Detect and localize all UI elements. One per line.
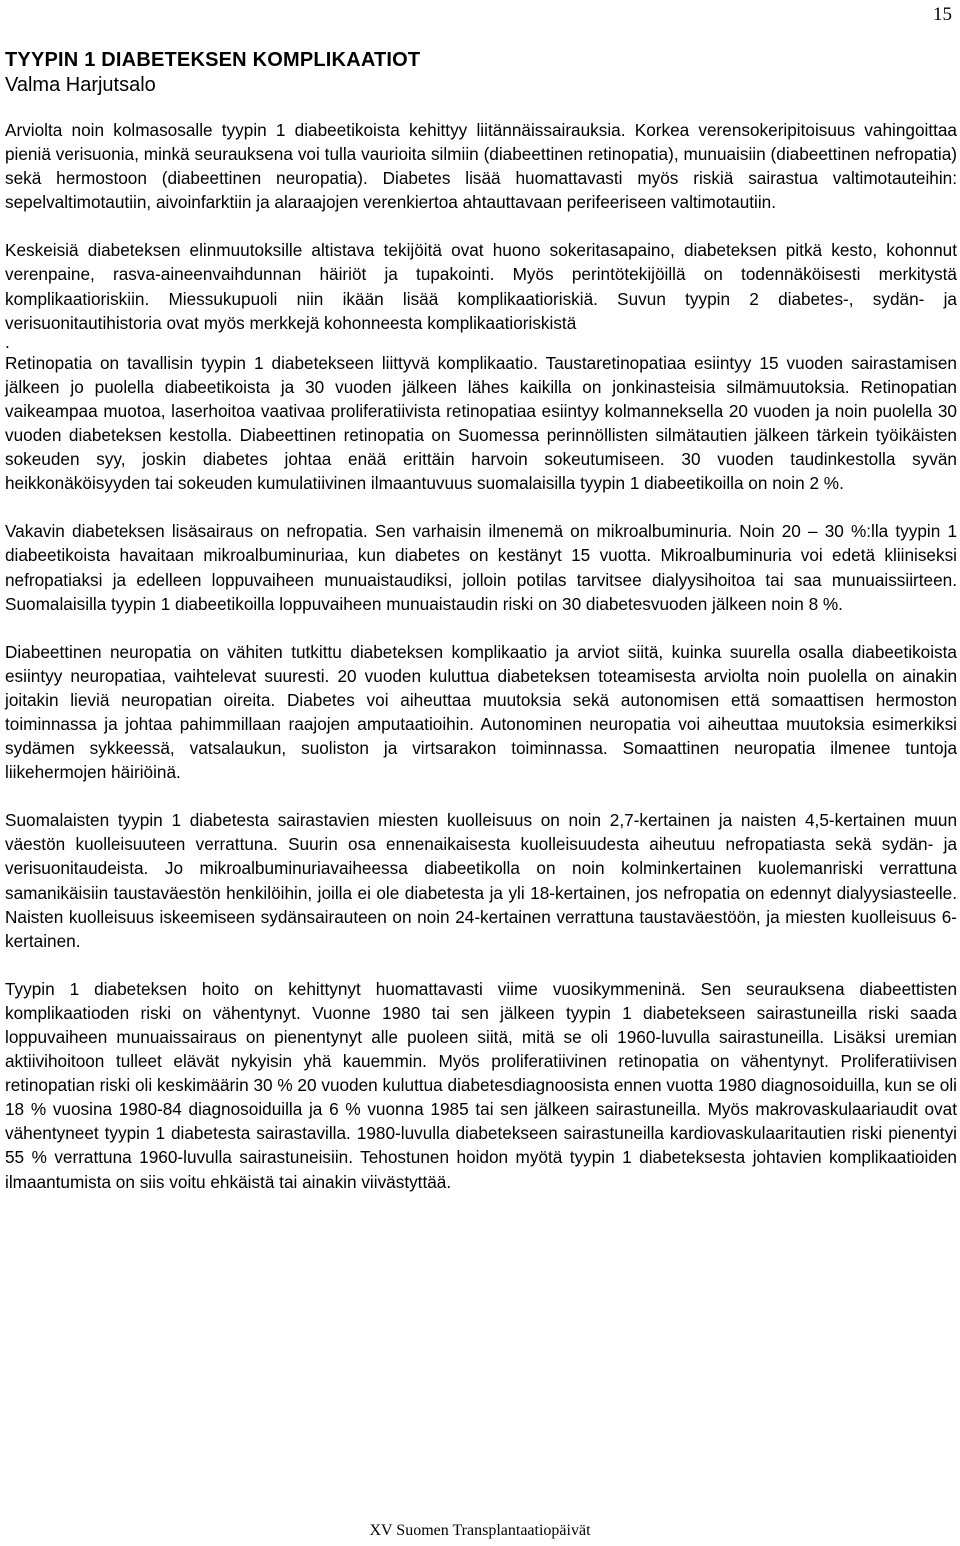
paragraph-retinopathy: Retinopatia on tavallisin tyypin 1 diabetekseen liittyvä komplikaatio. Taustaretinopatiaa esiintyy 15 vuoden sairastamisen jälkeen jo puolella diabeetikoista ja 30 vuoden jälkeen lähes kaikilla on jonkinasteisia silmämuutoksia. Retinopatian vaikeampaa muotoa, laserhoitoa vaativaa proliferatiivista retinopatiaa esiintyy kolmanneksella 20 vuoden ja noin puolella 30 vuoden diabeteksen kestolla. Diabeettinen retinopatia on Suomessa perinnöllisten silmätautien jälkeen tärkein työikäisten sokeuden syy, joskin diabetes johtaa enää erittäin harvoin sokeutumiseen. 30 vuoden taudinkestolla syvän heikkonäköisyyden tai sokeuden kumulatiivinen ilmaantuvuus suomalaisilla tyypin 1 diabeetikoilla on noin 2 %. [5, 352, 957, 494]
paragraph-risk-factors: Keskeisiä diabeteksen elinmuutoksille altistava tekijöitä ovat huono sokeritasapaino, diabeteksen pitkä kesto, kohonnut verenpaine, rasva-aineenvaihdunnan häiriöt ja tupakointi. Myös perintötekijöillä on todennäköisesti merkitystä komplikaatioriskiin. Miessukupuoli niin ikään lisää komplikaatioriskiä. Suvun tyypin 2 diabetes-, sydän- ja verisuonitautihistoria ovat myös merkkejä kohonneesta komplikaatioriskistä [5, 240, 957, 333]
article-title: TYYPIN 1 DIABETEKSEN KOMPLIKAATIOT [5, 49, 421, 71]
paragraph-mortality: Suomalaisten tyypin 1 diabetesta sairastavien miesten kuolleisuus on noin 2,7-kertainen ja naisten 4,5-kertainen muun väestön kuolleisuuteen verrattuna. Suurin osa ennenaikaisesta kuolleisuudesta aiheutuu nefropatiasta sekä sydän- ja verisuonitaudeista. Jo mikroalbuminuriavaiheessa diabeetikolla on noin kolminkertainen kuolemanriski verrattuna samanikäisiin taustaväestön henkilöihin, joilla ei ole diabetesta ja yli 18-kertainen, jos nefropatia on edennyt dialyysiasteelle. Naisten kuolleisuus iskeemiseen sydänsairauteen on noin 24-kertainen verrattuna taustaväestöön, ja miesten kuolleisuus 6-kertainen. [5, 810, 957, 951]
paragraph-nephropathy: Vakavin diabeteksen lisäsairaus on nefropatia. Sen varhaisin ilmenemä on mikroalbuminuria. Noin 20 – 30 %:lla tyypin 1 diabeetikoista havaitaan mikroalbuminuriaa, kun diabetes on kestänyt 15 vuotta. Mikroalbuminuria voi edetä kliiniseksi nefropatiaksi ja edelleen loppuvaiheen munuaistaudiksi, jolloin potilas tarvitsee dialyysihoitoa tai saa munuaissiirteen. Suomalaisilla tyypin 1 diabeetikoilla loppuvaiheen munuaistaudin riski on 30 diabetesvuoden jälkeen noin 8 %. [5, 521, 957, 614]
article-header [5, 48, 420, 98]
page-number: 15 [933, 4, 952, 25]
stray-period: . [5, 331, 10, 352]
page-footer: XV Suomen Transplantaatiopäivät [369, 1522, 591, 1539]
paragraph-treatment-progress: Tyypin 1 diabeteksen hoito on kehittynyt huomattavasti viime vuosikymmeninä. Sen seurauksena diabeettisten komplikaatioden riski on vähentynyt. Vuonne 1980 tai sen jälkeen tyypin 1 diabetekseen sairastuneilla riski saada loppuvaiheen munuaissairaus on pienentynyt alle puoleen siitä, mitä se oli 1960-luvulla sairastuneilla. Lisäksi uremian aktiivihoitoon tulleet elävät nykyisin yhä kauemmin. Myös proliferatiivinen retinopatia on vähentynyt. Proliferatiivisen retinopatian riski oli keskimäärin 30 % 20 vuoden kuluttua diabetesdiagnoosista ennen vuotta 1980 diagnosoiduilla, kun se oli 18 % vuosina 1980-84 diagnosoiduilla ja 6 % vuonna 1985 tai sen jälkeen sairastuneilla. Myös makrovaskulaariaudit ovat vähentyneet tyypin 1 diabetesta sairastavilla. 1980-luvulla diabetekseen sairastuneilla kardiovaskulaaritautien riski pienentyi 55 % verrattuna 1960-luvulla sairastuneisiin. Tehostunen hoidon myötä tyypin 1 diabeteksesta johtavien komplikaatioiden ilmaantumista on siis voitu ehkäistä tai ainakin viivästyttää. [5, 978, 957, 1192]
article-author: Valma Harjutsalo [5, 74, 156, 96]
paragraph-complications-intro: Arviolta noin kolmasosalle tyypin 1 diabeetikoista kehittyy liitännäissairauksia. Korkea verensokeripitoisuus vahingoittaa pieniä verisuonia, minkä seurauksena voi tulla vaurioita silmiin (diabeettinen retinopatia), munuaisiin (diabeettinen nefropatia) sekä hermostoon (diabeettinen neuropatia). Diabetes lisää huomattavasti myös riskiä sairastua valtimotauteihin: sepelvaltimotautiin, aivoinfarktiin ja alaraajojen verenkiertoa ahtauttavaan perifeeriseen valtimotautiin. [5, 120, 957, 213]
paragraph-neuropathy: Diabeettinen neuropatia on vähiten tutkittu diabeteksen komplikaatio ja arviot siitä, kuinka suurella osalla diabeetikoista esiintyy neuropatiaa, vaihtelevat suuresti. 20 vuoden kuluttua diabeteksen toteamisesta arviolta noin puolella on ainakin joitakin lieviä neuropatian oireita. Diabetes voi aiheuttaa muutoksia sekä autonomisen että somaattisen hermoston toiminnassa ja johtaa pahimmillaan raajojen amputaatioihin. Autonominen neuropatia voi aiheuttaa muutoksia esimerkiksi sydämen sykkeessä, vatsalaukun, suoliston ja virtsarakon toiminnassa. Somaattinen neuropatia ilmenee tuntoja liikehermojen häiriöinä. [5, 641, 957, 783]
article-body [5, 118, 957, 1218]
